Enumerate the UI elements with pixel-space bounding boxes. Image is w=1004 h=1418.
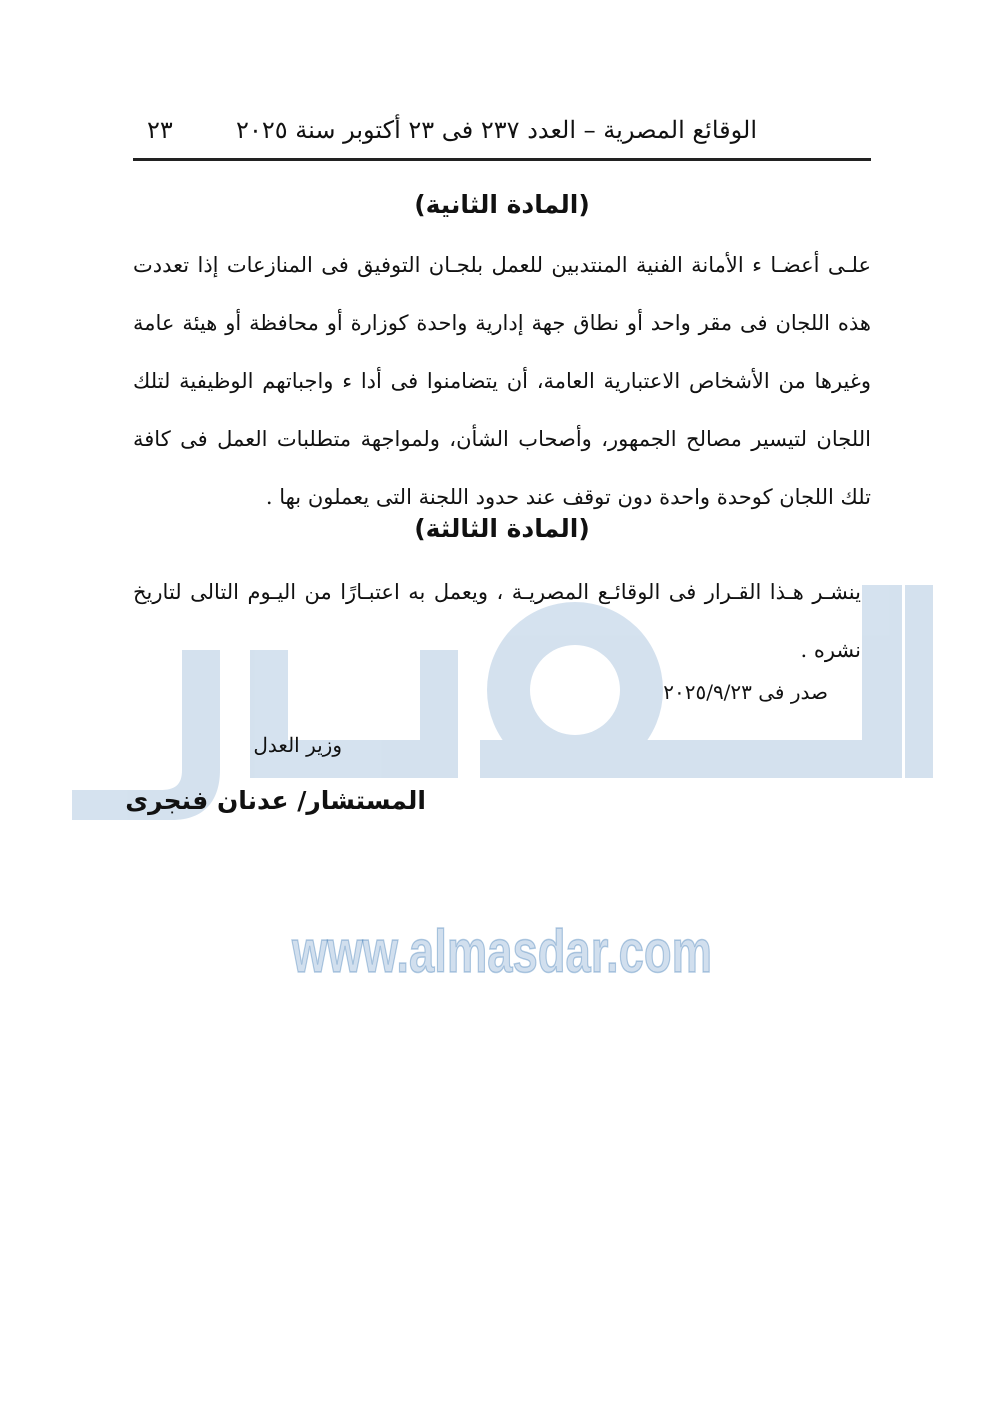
watermark-url: www.almasdar.com — [291, 918, 712, 985]
page-number: ٢٣ — [147, 116, 173, 144]
minister-title: وزير العدل — [253, 733, 342, 757]
page-header — [133, 110, 871, 161]
article-2-heading: (المادة الثانية) — [414, 190, 590, 219]
article-3-heading: (المادة الثالثة) — [414, 514, 590, 543]
gazette-title: الوقائع المصرية – العدد ٢٣٧ فى ٢٣ أكتوبر سنة ٢٠٢٥ — [236, 116, 757, 144]
article-3-body: ينشـر هـذا القـرار فى الوقائـع المصريـة ، ويعمل به اعتبـارًا من اليـوم التالى لتاريخ نشره . — [133, 580, 861, 662]
signer-name: المستشار/ عدنان فنجرى — [125, 786, 426, 815]
issue-date: صدر فى ٢٠٢٥/٩/٢٣ — [663, 680, 828, 704]
article-2-body: علـى أعضـا ء الأمانة الفنية المنتدبين للعمل بلجـان التوفيق فى المنازعات إذا تعددت هذه اللجان فى مقر واحد أو نطاق جهة إدارية واحدة كوزارة أو محافظة أو هيئة عامة وغيرها من الأشخاص الاعتبارية العامة، أن يتضامنوا فى أدا ء واجباتهم الوظيفية لتلك اللجان لتيسير مصالح الجمهور، وأصحاب الشأن، ولمواجهة متطلبات العمل فى كافة تلك اللجان كوحدة واحدة دون توقف عند حدود اللجنة التى يعملون بها . — [133, 253, 871, 509]
